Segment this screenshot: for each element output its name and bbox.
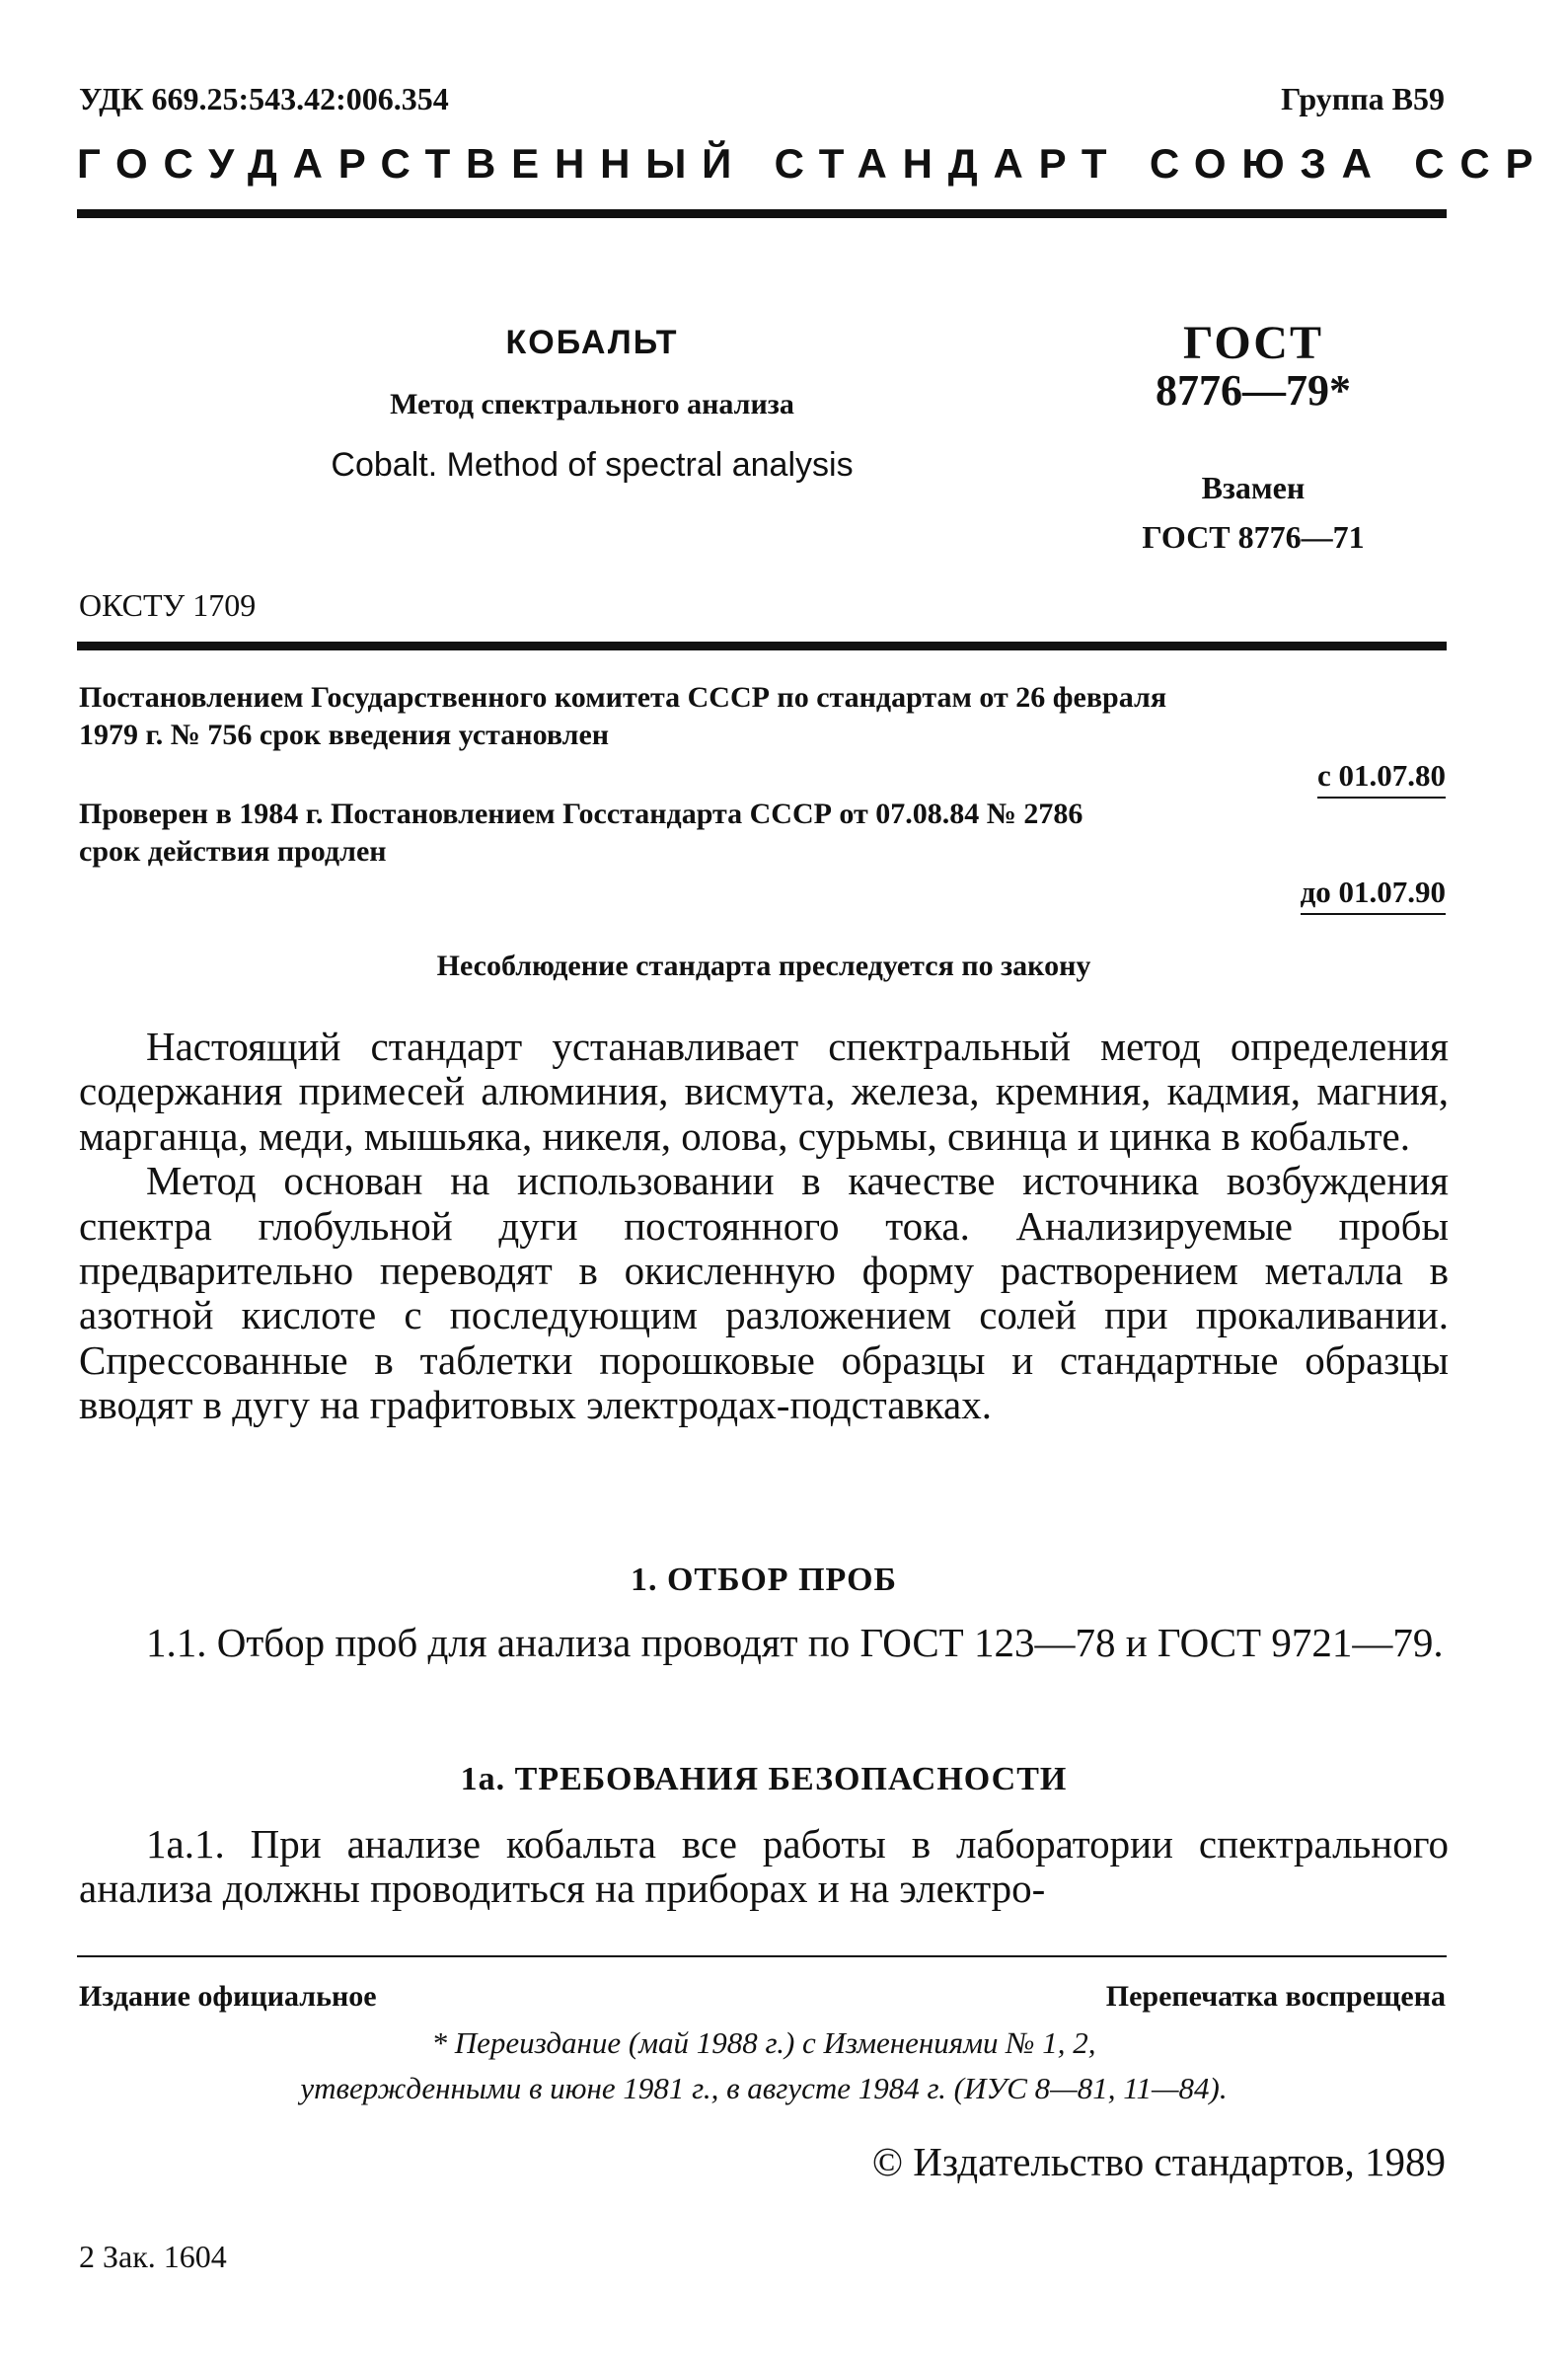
- effective-date: с 01.07.80: [1317, 758, 1446, 799]
- legal-notice: Несоблюдение стандарта преследуется по закону: [436, 950, 1091, 982]
- document-title-english: Cobalt. Method of spectral analysis: [331, 446, 854, 484]
- section-text: [79, 1621, 1449, 1665]
- footer-rule: [77, 1955, 1447, 1957]
- state-standard-banner: ГОСУДАРСТВЕННЫЙ СТАНДАРТ СОЮЗА ССР: [77, 140, 1549, 187]
- gost-number: 8776—79*: [1156, 366, 1351, 415]
- reissue-note: * Переиздание (май 1988 г.) с Изменениями № 1, 2,: [431, 2025, 1096, 2060]
- order-number: 2 Зак. 1604: [79, 2239, 227, 2274]
- group-code: Группа В59: [1281, 81, 1445, 116]
- section-heading: 1. ОТБОР ПРОБ: [630, 1562, 898, 1598]
- extended-date: до 01.07.90: [1301, 875, 1446, 915]
- replaced-standard: ГОСТ 8776—71: [1142, 519, 1365, 555]
- copyright: © Издательство стандартов, 1989: [871, 2139, 1446, 2184]
- intro-text: [79, 1025, 1449, 1428]
- checked-line: срок действия продлен: [79, 835, 387, 868]
- section-paragraph: 1а.1. При анализе кобальта все работы в лаборатории спектрального анализа должны проводиться на приборах и на электро-: [79, 1821, 1449, 1912]
- title-rule: [77, 642, 1447, 650]
- reprint-prohibited: Перепечатка воспрещена: [1105, 1980, 1446, 2013]
- document-subtitle: Метод спектрального анализа: [390, 388, 794, 420]
- checked-line: Проверен в 1984 г. Постановлением Госстандарта СССР от 07.08.84 № 2786: [79, 798, 1083, 830]
- okstu-code: ОКСТУ 1709: [79, 587, 257, 623]
- intro-paragraph: Настоящий стандарт устанавливает спектральный метод определения содержания примесей алюминия, висмута, железа, кремния, кадмия, магния, марганца, меди, мышьяка, никеля, олова, сурьмы, свинца и цинка в кобальте.: [79, 1024, 1449, 1159]
- decree-line: 1979 г. № 756 срок введения установлен: [79, 719, 610, 751]
- header-rule: [77, 209, 1447, 218]
- official-edition: Издание официальное: [79, 1980, 377, 2013]
- udk-code: УДК 669.25:543.42:006.354: [79, 81, 449, 116]
- intro-paragraph: Метод основан на использовании в качестве источника возбуждения спектра глобульной дуги постоянного тока. Анализируемые пробы предварительно переводят в окисленную форму растворением металла в азотной кислоте с последующим разложением солей при прокаливании. Спрессованные в таблетки порошковые образцы и стандартные образцы вводят в дугу на графитовых электродах-подставках.: [79, 1158, 1449, 1428]
- reissue-note: утвержденными в июне 1981 г., в августе 1984 г. (ИУС 8—81, 11—84).: [300, 2071, 1228, 2105]
- gost-label: ГОСТ: [1183, 317, 1323, 369]
- replaces-label: Взамен: [1201, 470, 1306, 505]
- document-title: КОБАЛЬТ: [505, 324, 679, 361]
- section-text: [79, 1822, 1449, 1912]
- section-paragraph: 1.1. Отбор проб для анализа проводят по ГОСТ 123—78 и ГОСТ 9721—79.: [146, 1620, 1444, 1665]
- decree-line: Постановлением Государственного комитета СССР по стандартам от 26 февраля: [79, 681, 1167, 714]
- section-heading: 1а. ТРЕБОВАНИЯ БЕЗОПАСНОСТИ: [460, 1761, 1068, 1797]
